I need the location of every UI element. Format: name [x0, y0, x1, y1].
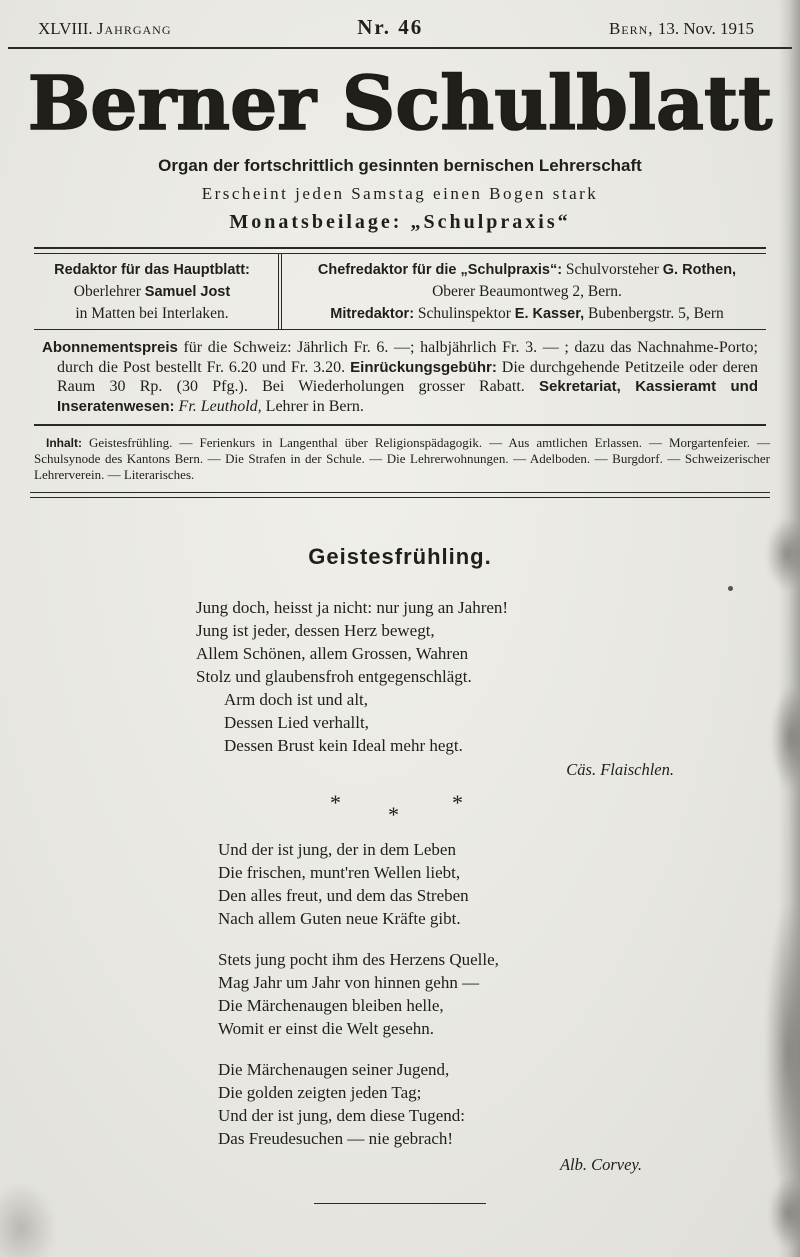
scan-artifact	[765, 902, 800, 1202]
date-city: Bern,	[608, 19, 654, 38]
poem-attribution-1: Cäs. Flaischlen.	[566, 760, 674, 780]
coeditor-person: E. Kasser,	[514, 306, 585, 323]
volume-word: Jahrgang	[96, 19, 172, 38]
date-value: 13. Nov. 1915	[653, 19, 754, 38]
poem-line: Den alles freut, und dem das Streben	[218, 886, 469, 906]
contents-list: Geistesfrühling. — Ferienkurs in Langenthal über Religionspädagogik. — Aus amtlichen Erlassen. — Morgartenfeier. — Schulsynode des Kantons Bern. — Die Strafen in der Schule. — Die Lehrerwohnungen. — Adelboden. — Burgdorf. — Schweizerischer Lehrerverein. — Literarisches.	[34, 435, 770, 483]
scan-artifact	[766, 518, 800, 590]
subscription-price-label: Abonnementspreis	[42, 339, 178, 357]
contents-summary	[34, 435, 770, 483]
chief-editor-role: Chefredaktor für die „Schulpraxis“:	[317, 262, 563, 279]
coeditor-title: Schulinspektor	[414, 305, 515, 323]
volume-label	[38, 19, 172, 39]
article-end-rule	[314, 1203, 486, 1204]
organ-subtitle: Organ der fortschrittlich gesinnten bernischen Lehrerschaft	[158, 156, 642, 176]
poem-stanza-3	[218, 948, 800, 1040]
asterisk: *	[330, 790, 341, 816]
subscription-price-text: für die Schweiz: Jährlich Fr. 6. —; halbjährlich Fr. 3. — ; dazu das Nachnahme-Porto; durch die Post bestellt Fr. 6.20 und Fr. 3.20.	[57, 339, 758, 376]
secretariat-label: Sekretariat, Kassieramt und Inseratenwesen:	[57, 378, 758, 415]
editors-bottom-rule	[34, 329, 766, 330]
editors-block	[34, 254, 766, 329]
chief-editor-address: Oberer Beaumontweg 2, Bern.	[432, 283, 622, 301]
poem-stanza-4	[218, 1058, 800, 1150]
chief-editor-line	[288, 259, 766, 281]
poem-line: Jung ist jeder, dessen Herz bewegt,	[196, 621, 435, 641]
poem-line: Mag Jahr um Jahr von hinnen gehn —	[218, 973, 480, 993]
subscription-bottom-rule	[34, 424, 766, 426]
poem-line: Dessen Brust kein Ideal mehr hegt.	[224, 736, 463, 756]
secretariat-person: Fr. Leuthold,	[178, 397, 262, 415]
editor-main-name	[34, 281, 270, 303]
poem-line: Die golden zeigten jeden Tag;	[218, 1083, 422, 1103]
scan-artifact	[0, 1183, 56, 1257]
masthead-title: Berner Schulblatt	[27, 61, 773, 147]
scan-artifact	[771, 686, 800, 790]
poem-line: Jung doch, heisst ja nicht: nur jung an Jahren!	[196, 598, 509, 618]
secretariat-address: Lehrer in Bern.	[261, 397, 364, 415]
poem-line: Stets jung pocht ihm des Herzens Quelle,	[218, 950, 499, 970]
insertion-fee-label: Einrückungsgebühr:	[350, 358, 497, 376]
coeditor-role: Mitredaktor:	[330, 306, 415, 323]
coeditor-line	[288, 303, 766, 325]
subscription-notice	[42, 338, 758, 416]
contents-label: Inhalt:	[46, 436, 82, 451]
volume-number: XLVIII.	[38, 19, 97, 38]
lead-article	[0, 544, 800, 1204]
poem-attribution-2: Alb. Corvey.	[559, 1155, 642, 1175]
editors-top-rule	[34, 247, 766, 254]
editor-praxis-column	[282, 254, 766, 329]
dateline-header	[0, 0, 800, 47]
editor-main-title: Oberlehrer	[73, 283, 145, 301]
editor-main-column	[34, 254, 282, 329]
frequency-line: Erscheint jeden Samstag einen Bogen stark	[201, 184, 599, 204]
poem-line: Stolz und glaubensfroh entgegenschlägt.	[196, 667, 472, 687]
editor-main-address: in Matten bei Interlaken.	[75, 305, 229, 323]
editor-main-person: Samuel Jost	[144, 284, 231, 301]
scan-speck	[728, 586, 733, 591]
poem-stanza-1	[196, 596, 800, 757]
scan-artifact	[769, 1178, 800, 1248]
asterisk: *	[388, 802, 399, 828]
poem-line: Und der ist jung, der in dem Leben	[218, 840, 456, 860]
article-title: Geistesfrühling.	[308, 544, 492, 570]
poem-stanza-2	[218, 838, 800, 930]
supplement-line: Monatsbeilage: „Schulpraxis“	[229, 211, 571, 234]
coeditor-address: Bubenbergstr. 5, Bern	[584, 305, 724, 323]
poem-line: Nach allem Guten neue Kräfte gibt.	[218, 909, 461, 929]
poem-line: Allem Schönen, allem Grossen, Wahren	[196, 644, 469, 664]
poem-line: Arm doch ist und alt,	[224, 690, 369, 710]
poem-line: Und der ist jung, dem diese Tugend:	[218, 1106, 465, 1126]
contents-bottom-rule	[30, 492, 770, 498]
poem-line: Das Freudesuchen — nie gebrach!	[218, 1129, 454, 1149]
poem-line: Womit er einst die Welt gesehn.	[218, 1019, 435, 1039]
chief-editor-title: Schulvorsteher	[562, 261, 663, 279]
insertion-fee-text: Die durchgehende Petitzeile oder deren Raum 30 Rp. (30 Pfg.). Bei Wiederholungen grosser Rabatt.	[57, 358, 759, 396]
header-rule	[8, 47, 792, 49]
poem-line: Die Märchenaugen seiner Jugend,	[218, 1060, 450, 1080]
asterisk: *	[452, 790, 463, 816]
issue-number: Nr. 46	[357, 15, 424, 39]
editor-main-role: Redaktor für das Hauptblatt:	[54, 262, 250, 279]
asterism-divider	[0, 790, 800, 828]
chief-editor-person: G. Rothen,	[662, 262, 737, 279]
date-label	[609, 19, 754, 39]
poem-line: Die frischen, munt'ren Wellen liebt,	[218, 863, 461, 883]
poem-line: Dessen Lied verhallt,	[224, 713, 369, 733]
poem-line: Die Märchenaugen bleiben helle,	[218, 996, 444, 1016]
